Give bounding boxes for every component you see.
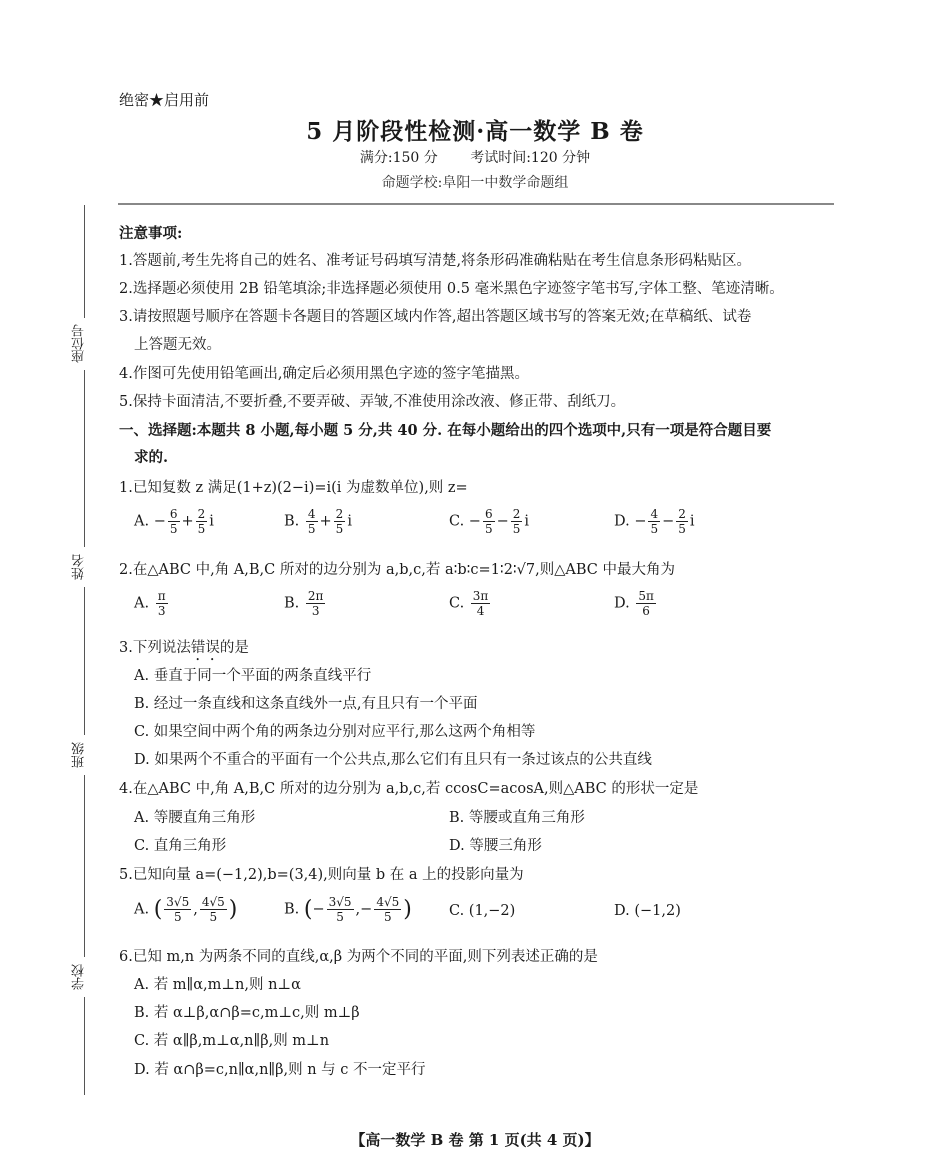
question-6-option-a: A. 若 m∥α,m⊥n,则 n⊥α (134, 977, 301, 993)
exam-meta (0, 147, 950, 167)
question-2-option-d: D. $\frac{5\pi}{6}$ (614, 589, 654, 618)
question-4-stem: 4.在△ABC 中,角 A,B,C 所对的边分别为 a,b,c,若 ccosC=acosA,则△ABC 的形状一定是 (119, 781, 699, 797)
question-1-option-d: D. − $\frac{4}{5}$ − $\frac{2}{5}$ i (614, 507, 695, 536)
question-2-stem: 2.在△ABC 中,角 A,B,C 所对的边分别为 a,b,c,若 a∶b∶c=1∶2∶√7,则△ABC 中最大角为 (119, 562, 676, 578)
question-5-option-d: D. (−1,2) (614, 903, 681, 919)
question-1-stem: 1.已知复数 z 满足(1+z)(2−i)=i(i 为虚数单位),则 z= (119, 480, 468, 496)
question-6-option-c: C. 若 α∥β,m⊥α,n∥β,则 m⊥n (134, 1033, 330, 1049)
question-3-option-d: D. 如果两个不重合的平面有一个公共点,那么它们有且只有一条过该点的公共直线 (134, 752, 652, 768)
question-5-option-b: B. (− $\frac{3√5}{5}$ ,− $\frac{4√5}{5}$ ) (284, 895, 412, 924)
notice-heading: 注意事项: (119, 225, 183, 242)
question-6-option-b: B. 若 α⊥β,α∩β=c,m⊥c,则 m⊥β (134, 1005, 360, 1021)
question-2-option-c: C. $\frac{3\pi}{4}$ (449, 589, 489, 618)
question-4-option-a: A. 等腰直角三角形 (134, 810, 256, 826)
question-4-option-b: B. 等腰或直角三角形 (449, 810, 585, 826)
full-score: 满分:150 分 (359, 150, 438, 166)
class-label: 班级 (70, 735, 98, 775)
seat-number-label: 座位号 (70, 318, 98, 370)
notice-item: 4.作图可先使用铅笔画出,确定后必须用黑色字迹的签字笔描黑。 (119, 366, 529, 382)
emphasis-word: 错误 (190, 640, 220, 656)
question-2-option-a: A. $\frac{\pi}{3}$ (134, 589, 166, 618)
question-3-option-c: C. 如果空间中两个角的两条边分别对应平行,那么这两个角相等 (134, 724, 536, 740)
exam-time: 考试时间:120 分钟 (470, 150, 591, 166)
question-4-option-d: D. 等腰三角形 (449, 838, 542, 854)
school-label: 学校 (70, 957, 98, 997)
name-label: 姓名 (70, 547, 98, 587)
question-6-stem: 6.已知 m,n 为两条不同的直线,α,β 为两个不同的平面,则下列表述正确的是 (119, 949, 598, 965)
question-1-option-c: C. − $\frac{6}{5}$ − $\frac{2}{5}$ i (449, 507, 530, 536)
section-heading: 一、选择题:本题共 8 小题,每小题 5 分,共 40 分. 在每小题给出的四个选项中,只有一项是符合题目要 (119, 422, 772, 439)
question-5-option-a: A. ( $\frac{3√5}{5}$ , $\frac{4√5}{5}$ ) (134, 895, 238, 924)
question-3-option-a: A. 垂直于同一个平面的两条直线平行 (134, 668, 372, 684)
notice-item: 2.选择题必须使用 2B 铅笔填涂;非选择题必须使用 0.5 毫米黑色字迹签字笔书写,字体工整、笔迹清晰。 (119, 281, 784, 297)
header-divider (118, 203, 834, 205)
exam-title: 5 月阶段性检测·高一数学 B 卷 (306, 118, 644, 145)
section-heading-continued: 求的. (134, 449, 169, 466)
question-1-option-a: A. − $\frac{6}{5}$ + $\frac{2}{5}$ i (134, 507, 214, 536)
question-3-option-b: B. 经过一条直线和这条直线外一点,有且只有一个平面 (134, 696, 478, 712)
notice-item-continued: 上答题无效。 (134, 337, 221, 353)
notice-item: 5.保持卡面清洁,不要折叠,不要弄破、弄皱,不准使用涂改液、修正带、刮纸刀。 (119, 394, 626, 410)
page-footer: 【高一数学 B 卷 第 1 页(共 4 页)】 (350, 1131, 600, 1149)
question-5-stem: 5.已知向量 a=(−1,2),b=(3,4),则向量 b 在 a 上的投影向量为 (119, 867, 524, 883)
question-4-option-c: C. 直角三角形 (134, 838, 227, 854)
confidential-label: 绝密★启用前 (119, 91, 210, 109)
question-2-option-b: B. $\frac{2\pi}{3}$ (284, 589, 324, 618)
question-5-option-c: C. (1,−2) (449, 903, 516, 919)
notice-item: 1.答题前,考生先将自己的姓名、准考证号码填写清楚,将条形码准确粘贴在考生信息条形码粘贴区。 (119, 253, 752, 269)
notice-item: 3.请按照题号顺序在答题卡各题目的答题区域内作答,超出答题区域书写的答案无效;在草稿纸、试卷 (119, 309, 752, 325)
question-3-stem: 3.下列说法错误的是 (119, 640, 249, 656)
question-1-option-b: B. $\frac{4}{5}$ + $\frac{2}{5}$ i (284, 507, 352, 536)
question-6-option-d: D. 若 α∩β=c,n∥α,n∥β,则 n 与 c 不一定平行 (134, 1062, 426, 1078)
exam-school: 命题学校:阜阳一中数学命题组 (381, 175, 569, 191)
